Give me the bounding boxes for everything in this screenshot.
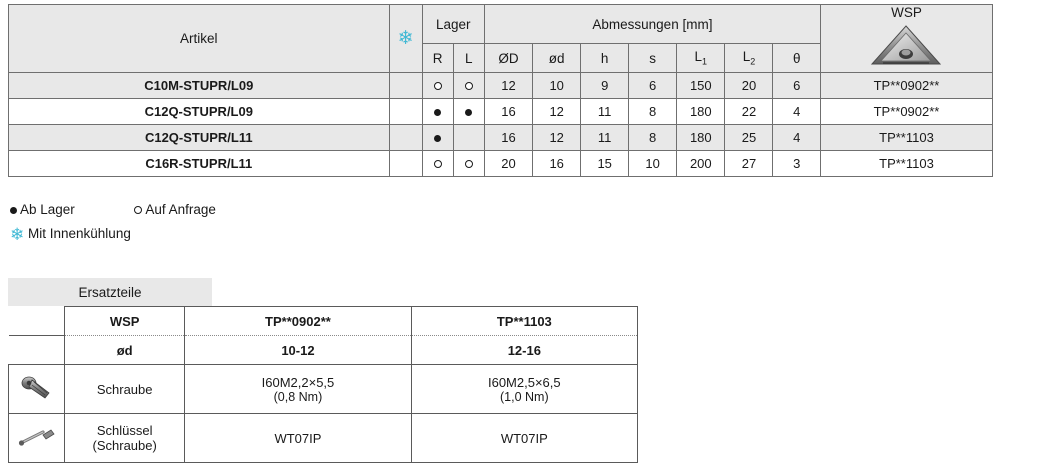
cell-od-small: 12 [533, 125, 581, 151]
open-dot-icon [434, 82, 442, 90]
open-dot-icon [465, 82, 473, 90]
legend-stock-line [10, 202, 216, 217]
header-wsp-col-1: TP**0902** [185, 307, 411, 336]
part-value-note: (0,8 Nm) [273, 389, 323, 404]
cell-od-small: 16 [533, 151, 581, 177]
cell-wsp: TP**0902** [820, 73, 992, 99]
cell-s: 6 [629, 73, 677, 99]
spare-parts-header-wsp-row [9, 307, 638, 336]
table-row[interactable] [9, 151, 993, 177]
header-od-small: ød [533, 44, 581, 73]
cell-theta: 4 [773, 99, 821, 125]
header-wsp [820, 5, 992, 73]
cell-wsp: TP**1103 [820, 151, 992, 177]
part-value-col-2 [411, 365, 637, 414]
cell-lager-l [453, 73, 484, 99]
cell-l1: 200 [677, 151, 725, 177]
header-s: s [629, 44, 677, 73]
spare-parts-tab-label: Ersatzteile [78, 284, 142, 300]
cell-s: 8 [629, 99, 677, 125]
cell-s: 8 [629, 125, 677, 151]
header-od: ød [65, 336, 185, 365]
cell-h: 15 [581, 151, 629, 177]
cell-lager-l [453, 151, 484, 177]
filled-dot-icon [434, 135, 441, 142]
table-header-row-1 [9, 5, 993, 44]
open-dot-icon [434, 160, 442, 168]
cell-h: 11 [581, 125, 629, 151]
tool-specification-table [8, 4, 993, 177]
legend-coolant-line [10, 224, 216, 244]
spacer-cell [9, 307, 65, 336]
part-value-col-1: WT07IP [185, 414, 411, 463]
cell-theta: 4 [773, 125, 821, 151]
part-name [65, 414, 185, 463]
header-od: ØD [484, 44, 532, 73]
spare-parts-row [9, 365, 638, 414]
cell-l2: 20 [725, 73, 773, 99]
legend-on-request-label: Auf Anfrage [145, 202, 216, 217]
part-value-main: I60M2,5×6,5 [487, 374, 561, 390]
header-theta: θ [773, 44, 821, 73]
snowflake-icon: ❄ [397, 28, 414, 49]
header-wsp-label: WSP [891, 5, 922, 20]
filled-dot-icon [10, 207, 17, 214]
cell-lager-l [453, 99, 484, 125]
cell-wsp: TP**1103 [820, 125, 992, 151]
cell-od: 12 [484, 73, 532, 99]
table-row[interactable] [9, 73, 993, 99]
cell-l2: 25 [725, 125, 773, 151]
cell-lager-r [422, 73, 453, 99]
header-h: h [581, 44, 629, 73]
open-dot-icon [465, 160, 473, 168]
filled-dot-icon [465, 109, 472, 116]
header-lager-l: L [453, 44, 484, 73]
header-l1-base: L [694, 49, 703, 65]
cell-l1: 180 [677, 99, 725, 125]
insert-icon [821, 20, 992, 72]
cell-l1: 180 [677, 125, 725, 151]
cell-theta: 6 [773, 73, 821, 99]
cell-l1: 150 [677, 73, 725, 99]
cell-lager-l [453, 125, 484, 151]
cell-lager-r [422, 125, 453, 151]
header-l2-base: L [742, 49, 751, 65]
table-row[interactable] [9, 99, 993, 125]
cell-artikel: C12Q-STUPR/L11 [9, 125, 390, 151]
cell-od-small: 12 [533, 99, 581, 125]
header-abmessungen: Abmessungen [mm] [484, 5, 820, 44]
part-value-col-1 [185, 365, 411, 414]
header-wsp-col-2: TP**1103 [411, 307, 637, 336]
header-l1-sub: 1 [702, 56, 708, 67]
cell-lager-r [422, 99, 453, 125]
spare-parts-header-od-row [9, 336, 638, 365]
spare-parts-tab[interactable] [8, 278, 212, 306]
part-name-line1: Schlüssel [96, 423, 153, 438]
header-wsp: WSP [65, 307, 185, 336]
header-lager-r: R [422, 44, 453, 73]
part-value-col-2: WT07IP [411, 414, 637, 463]
cell-h: 9 [581, 73, 629, 99]
legend [10, 202, 216, 244]
cell-od: 16 [484, 99, 532, 125]
cell-artikel: C16R-STUPR/L11 [9, 151, 390, 177]
header-l1 [677, 44, 725, 73]
cell-od: 16 [484, 125, 532, 151]
spacer-cell [9, 336, 65, 365]
part-name-line2: (Schraube) [92, 438, 157, 453]
cell-s: 10 [629, 151, 677, 177]
header-l2-sub: 2 [750, 56, 756, 67]
spare-parts-row [9, 414, 638, 463]
header-lager: Lager [422, 5, 484, 44]
legend-internal-cooling-label: Mit Innenkühlung [28, 226, 131, 241]
header-l2 [725, 44, 773, 73]
header-od-col-1: 10-12 [185, 336, 411, 365]
header-od-col-2: 12-16 [411, 336, 637, 365]
wrench-icon [9, 414, 65, 463]
cell-coolant [389, 125, 422, 151]
screw-icon [9, 365, 65, 414]
filled-dot-icon [434, 109, 441, 116]
cell-coolant [389, 151, 422, 177]
cell-l2: 27 [725, 151, 773, 177]
cell-coolant [389, 99, 422, 125]
part-value-main: I60M2,2×5,5 [261, 374, 335, 390]
spare-parts-table [8, 306, 638, 463]
part-value-note: (1,0 Nm) [500, 389, 549, 404]
header-coolant-icon-cell [389, 5, 422, 73]
part-name: Schraube [65, 365, 185, 414]
snowflake-icon: ❄ [10, 225, 25, 244]
table-row[interactable] [9, 125, 993, 151]
cell-coolant [389, 73, 422, 99]
cell-lager-r [422, 151, 453, 177]
cell-wsp: TP**0902** [820, 99, 992, 125]
cell-od: 20 [484, 151, 532, 177]
cell-od-small: 10 [533, 73, 581, 99]
header-artikel: Artikel [9, 5, 390, 73]
legend-in-stock-label: Ab Lager [20, 202, 75, 217]
open-dot-icon [134, 206, 142, 214]
cell-l2: 22 [725, 99, 773, 125]
cell-artikel: C12Q-STUPR/L09 [9, 99, 390, 125]
cell-h: 11 [581, 99, 629, 125]
cell-artikel: C10M-STUPR/L09 [9, 73, 390, 99]
cell-theta: 3 [773, 151, 821, 177]
